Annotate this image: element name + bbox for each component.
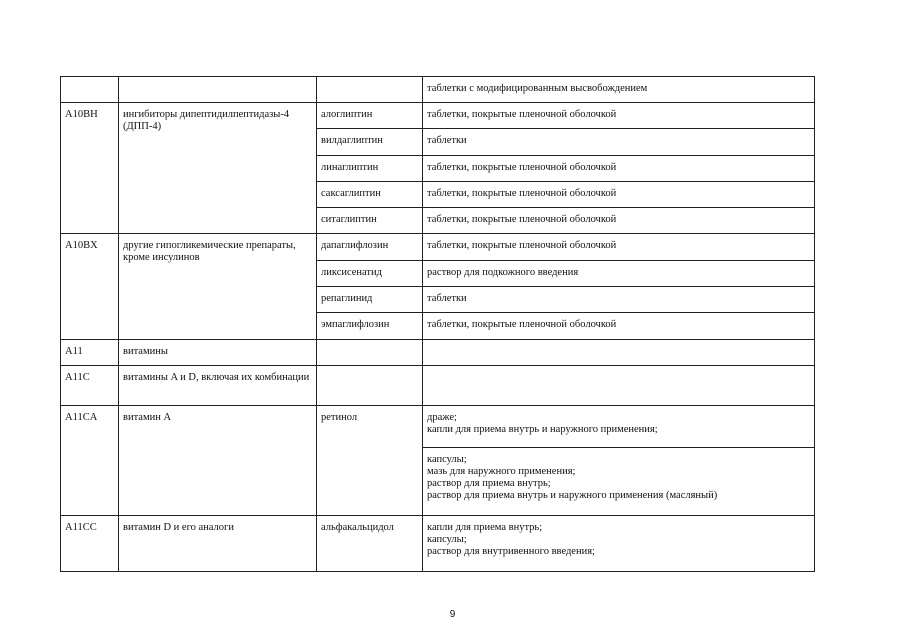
dosage-form-cell bbox=[423, 287, 815, 313]
dosage-form-line: капли для приема внутрь и наружного применения; bbox=[427, 424, 658, 435]
group-name-cell: витамины bbox=[119, 340, 317, 366]
table-row bbox=[61, 366, 815, 406]
dosage-form-line: таблетки, покрытые пленочной оболочкой bbox=[427, 240, 617, 251]
atc-code-cell: A11CC bbox=[61, 516, 119, 572]
dosage-form-cell bbox=[423, 208, 815, 234]
dosage-form-cell bbox=[423, 406, 815, 448]
atc-code-cell: A10BX bbox=[61, 234, 119, 340]
dosage-form-line: таблетки, покрытые пленочной оболочкой bbox=[427, 214, 617, 225]
substance-cell: саксаглиптин bbox=[317, 182, 423, 208]
dosage-form-cell bbox=[423, 103, 815, 129]
dosage-form-line: таблетки, покрытые пленочной оболочкой bbox=[427, 188, 617, 199]
dosage-form-cell bbox=[423, 448, 815, 516]
table-row bbox=[61, 103, 815, 129]
substance-cell: ситаглиптин bbox=[317, 208, 423, 234]
group-name-cell: другие гипогликемические препараты, кроме инсулинов bbox=[119, 234, 317, 340]
atc-code-cell: A11C bbox=[61, 366, 119, 406]
dosage-form-cell bbox=[423, 366, 815, 406]
substance-cell: дапаглифлозин bbox=[317, 234, 423, 261]
group-name-cell: витамины A и D, включая их комбинации bbox=[119, 366, 317, 406]
group-name-cell: ингибиторы дипептидилпептидазы-4 (ДПП-4) bbox=[119, 103, 317, 234]
dosage-form-cell bbox=[423, 516, 815, 572]
dosage-form-cell bbox=[423, 340, 815, 366]
atc-drug-table bbox=[60, 76, 815, 572]
dosage-form-cell bbox=[423, 261, 815, 287]
dosage-form-line: раствор для подкожного введения bbox=[427, 267, 579, 278]
dosage-form-line: таблетки, покрытые пленочной оболочкой bbox=[427, 162, 617, 173]
atc-code-cell: A11CA bbox=[61, 406, 119, 516]
atc-code-cell bbox=[61, 77, 119, 103]
substance-cell: эмпаглифлозин bbox=[317, 313, 423, 340]
dosage-form-cell bbox=[423, 234, 815, 261]
substance-cell: алоглиптин bbox=[317, 103, 423, 129]
group-name-cell: витамин D и его аналоги bbox=[119, 516, 317, 572]
page-number: 9 bbox=[449, 609, 456, 620]
table-row bbox=[61, 234, 815, 261]
substance-cell bbox=[317, 77, 423, 103]
dosage-form-line: мазь для наружного применения; bbox=[427, 466, 576, 477]
group-name-cell bbox=[119, 77, 317, 103]
atc-code-cell: A11 bbox=[61, 340, 119, 366]
substance-cell: ликсисенатид bbox=[317, 261, 423, 287]
group-name-cell: витамин A bbox=[119, 406, 317, 516]
dosage-form-line: таблетки, покрытые пленочной оболочкой bbox=[427, 319, 617, 330]
dosage-form-line: таблетки bbox=[427, 135, 467, 146]
dosage-form-line: таблетки с модифицированным высвобождением bbox=[427, 83, 648, 94]
table-row bbox=[61, 77, 815, 103]
dosage-form-line: капсулы; bbox=[427, 534, 467, 545]
table-row bbox=[61, 340, 815, 366]
substance-cell: линаглиптин bbox=[317, 156, 423, 182]
substance-cell: вилдаглиптин bbox=[317, 129, 423, 156]
dosage-form-cell bbox=[423, 77, 815, 103]
substance-cell: альфакальцидол bbox=[317, 516, 423, 572]
substance-cell bbox=[317, 340, 423, 366]
table-row bbox=[61, 406, 815, 448]
dosage-form-cell bbox=[423, 129, 815, 156]
dosage-form-line: раствор для приема внутрь; bbox=[427, 478, 551, 489]
substance-cell: репаглинид bbox=[317, 287, 423, 313]
dosage-form-cell bbox=[423, 313, 815, 340]
dosage-form-line: драже; bbox=[427, 412, 457, 423]
substance-cell bbox=[317, 366, 423, 406]
dosage-form-line: капсулы; bbox=[427, 454, 467, 465]
dosage-form-line: таблетки, покрытые пленочной оболочкой bbox=[427, 109, 617, 120]
dosage-form-line: раствор для внутривенного введения; bbox=[427, 546, 595, 557]
dosage-form-cell bbox=[423, 182, 815, 208]
substance-cell: ретинол bbox=[317, 406, 423, 516]
dosage-form-line: таблетки bbox=[427, 293, 467, 304]
dosage-form-cell bbox=[423, 156, 815, 182]
table-row bbox=[61, 516, 815, 572]
dosage-form-line: капли для приема внутрь; bbox=[427, 522, 543, 533]
dosage-form-line: раствор для приема внутрь и наружного применения (масляный) bbox=[427, 490, 718, 501]
atc-code-cell: A10BH bbox=[61, 103, 119, 234]
